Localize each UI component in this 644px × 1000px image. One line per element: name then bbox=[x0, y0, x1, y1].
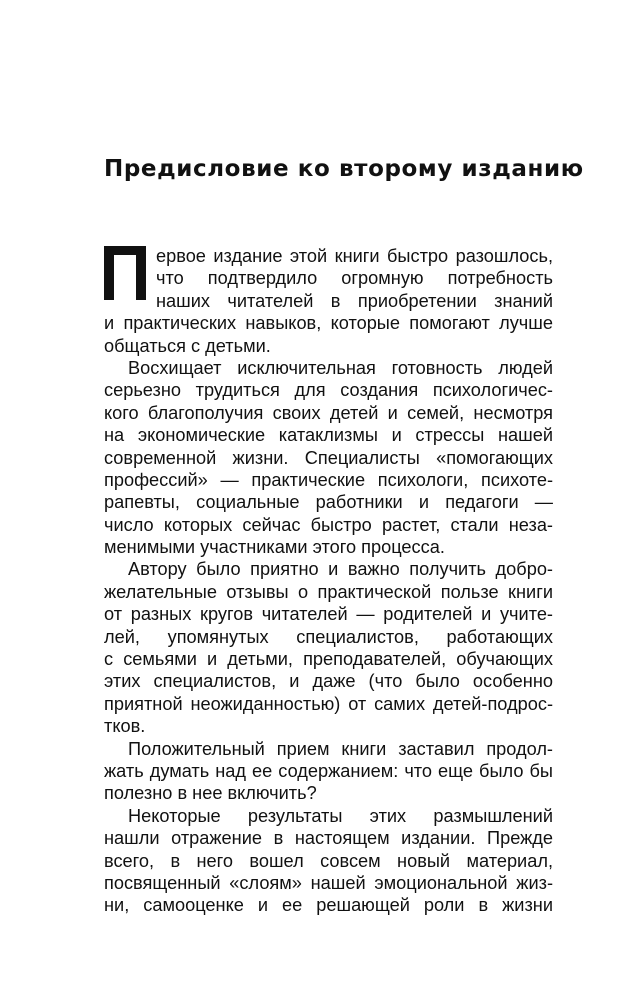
text-line: кого благополучия своих детей и семей, несмотря bbox=[104, 402, 553, 423]
text-line: полезно в нее включить? bbox=[104, 783, 317, 804]
text-line: желательные отзывы о практической пользе книги bbox=[104, 581, 553, 602]
text-line: профессий» — практические психологи, психоте- bbox=[104, 469, 553, 490]
text-line: современной жизни. Специалисты «помогающих bbox=[104, 447, 553, 468]
text-line: ни, самооценке и ее решающей роли в жизни bbox=[104, 895, 553, 916]
text-line: наших читателей в приобретении знаний bbox=[156, 290, 553, 311]
text-line: Автору было приятно и важно получить добро- bbox=[128, 559, 553, 580]
text-line: посвященный «слоям» нашей эмоциональной жиз- bbox=[104, 872, 553, 893]
text-line: рапевты, социальные работники и педагоги — bbox=[104, 492, 553, 513]
text-line: общаться с детьми. bbox=[104, 335, 271, 356]
text-line: этих специалистов, и даже (что было особенно bbox=[104, 671, 553, 692]
text-line: что подтвердило огромную потребность bbox=[156, 268, 553, 289]
text-line: ервое издание этой книги быстро разошлось, bbox=[156, 246, 553, 266]
chapter-heading: Предисловие ко второму изданию bbox=[104, 156, 584, 182]
text-line: на экономические катаклизмы и стрессы нашей bbox=[104, 425, 553, 446]
preface-text bbox=[104, 245, 553, 917]
text-line: Некоторые результаты этих размышлений bbox=[128, 805, 553, 826]
text-line: и практических навыков, которые помогают лучше bbox=[104, 313, 553, 334]
text-line: жать думать над ее содержанием: что еще было бы bbox=[104, 760, 553, 781]
text-line: тков. bbox=[104, 716, 146, 737]
text-line: приятной неожиданностью) от самих детей-подрос- bbox=[104, 693, 553, 714]
text-line: всего, в него вошел совсем новый материал, bbox=[104, 850, 553, 871]
text-line: менимыми участниками этого процесса. bbox=[104, 537, 445, 558]
text-line: нашли отражение в настоящем издании. Прежде bbox=[104, 828, 553, 849]
text-line: с семьями и детьми, преподавателей, обучающих bbox=[104, 649, 553, 670]
text-line: от разных кругов читателей — родителей и учите- bbox=[104, 604, 553, 625]
text-line: Восхищает исключительная готовность людей bbox=[128, 357, 553, 378]
text-line: Положительный прием книги заставил продол- bbox=[128, 738, 553, 759]
text-line: лей, упомянутых специалистов, работающих bbox=[104, 626, 553, 647]
text-line: серьезно трудиться для создания психологичес- bbox=[104, 380, 553, 401]
text-line: число которых сейчас быстро растет, стали неза- bbox=[104, 514, 553, 535]
